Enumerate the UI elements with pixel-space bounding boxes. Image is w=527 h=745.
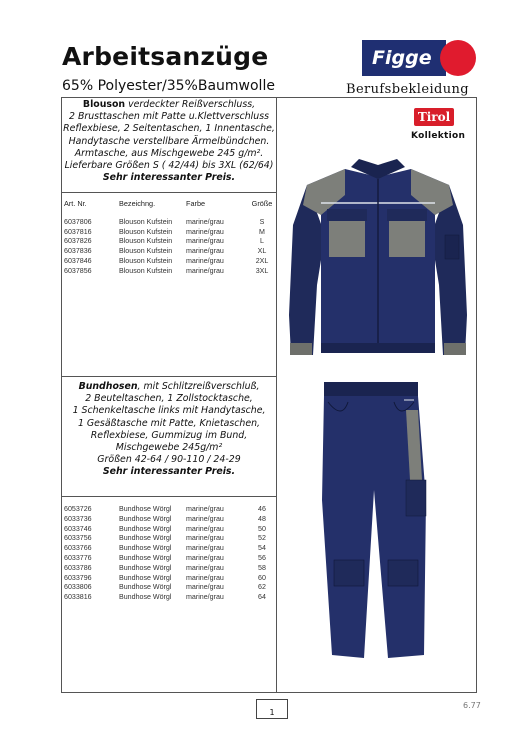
table-row: 6033756 Bundhose Wörgl marine/grau 52: [64, 534, 266, 543]
figge-logo: Figge: [362, 40, 446, 76]
col-farbe: Farbe: [186, 199, 206, 208]
table-row: 6033786 Bundhose Wörgl marine/grau 58: [64, 563, 266, 572]
table-row: 6033796 Bundhose Wörgl marine/grau 60: [64, 573, 266, 582]
trousers-line: Reflexbiese, Gummizug im Bund,: [90, 429, 248, 441]
brand-subtitle: Berufsbekleidung: [346, 82, 470, 97]
column-divider: [276, 97, 277, 693]
tirol-logo: Tirol: [414, 108, 454, 126]
table-row: 6037806 Blouson Kufstein marine/grau S: [64, 217, 265, 226]
table-row: 6037826 Blouson Kufstein marine/grau L: [64, 237, 264, 246]
table-row: 6033766 Bundhose Wörgl marine/grau 54: [64, 544, 266, 553]
jacket-line: Reflexbiese, 2 Seitentaschen, 1 Innentasche,: [63, 123, 275, 135]
table-row: 6037816 Blouson Kufstein marine/grau M: [64, 227, 265, 236]
trousers-line: 1 Gesäßtasche mit Patte, Knietaschen,: [77, 417, 261, 429]
jacket-line: 2 Brusttaschen mit Patte u.Klettverschluss: [69, 111, 269, 123]
trousers-line: Bundhosen, mit Schlitzreißverschluß,: [78, 381, 260, 392]
section-separator: [61, 376, 277, 377]
folder-icon: 1: [256, 704, 288, 719]
jacket-table: [64, 199, 274, 277]
jacket-line: Handytasche verstellbare Ärmelbündchen.: [68, 135, 270, 147]
page-subtitle: 65% Polyester/35%Baumwolle: [62, 78, 275, 94]
table-row: 6033806 Bundhose Wörgl marine/grau 62: [64, 583, 266, 592]
logo-red-circle: [440, 40, 476, 76]
table-row: 6053726 Bundhose Wörgl marine/grau 46: [64, 505, 266, 513]
trousers-table: [64, 505, 274, 603]
trousers-desc-separator: [61, 496, 277, 497]
jacket-description: [63, 99, 275, 184]
jacket-highlight: Sehr interessanter Preis.: [102, 172, 236, 184]
trousers-description: [63, 381, 275, 479]
trousers-image: [318, 380, 438, 665]
table-row: 6037856 Blouson Kufstein marine/grau 3XL: [64, 266, 269, 275]
kollektion-label: Kollektion: [411, 131, 466, 141]
page-number: 6.77: [463, 701, 481, 710]
table-row: 6033736 Bundhose Wörgl marine/grau 48: [64, 514, 266, 523]
table-header: [64, 199, 274, 209]
table-row: 6033746 Bundhose Wörgl marine/grau 50: [64, 524, 266, 533]
jacket-desc-separator: [61, 192, 277, 193]
trousers-line: 2 Beuteltaschen, 1 Zollstocktasche,: [85, 393, 253, 405]
table-row: 6037836 Blouson Kufstein marine/grau XL: [64, 247, 267, 256]
page-title: Arbeitsanzüge: [62, 42, 269, 71]
trousers-line: 1 Schenkeltasche links mit Handytasche,: [72, 405, 266, 417]
trousers-line: Größen 42-64 / 90-110 / 24-29: [97, 454, 241, 466]
table-row: 6037846 Blouson Kufstein marine/grau 2XL: [64, 256, 269, 265]
table-row: 6033816 Bundhose Wörgl marine/grau 64: [64, 593, 266, 602]
table-row: 6033776 Bundhose Wörgl marine/grau 56: [64, 553, 266, 562]
jacket-line: Armtasche, aus Mischgewebe 245 g/m².: [74, 147, 264, 159]
trousers-line: Mischgewebe 245g/m²: [115, 442, 223, 454]
jacket-line: Blouson verdeckter Reißverschluss,: [82, 99, 256, 110]
jacket-image: [285, 155, 471, 365]
col-art-nr: Art. Nr.: [64, 199, 87, 208]
col-bezeichnung: Bezeichng.: [119, 199, 156, 208]
col-groesse: Größe: [251, 199, 273, 208]
jacket-line: Lieferbare Größen S ( 42/44) bis 3XL (62/64): [64, 160, 274, 172]
trousers-highlight: Sehr interessanter Preis.: [102, 466, 236, 478]
